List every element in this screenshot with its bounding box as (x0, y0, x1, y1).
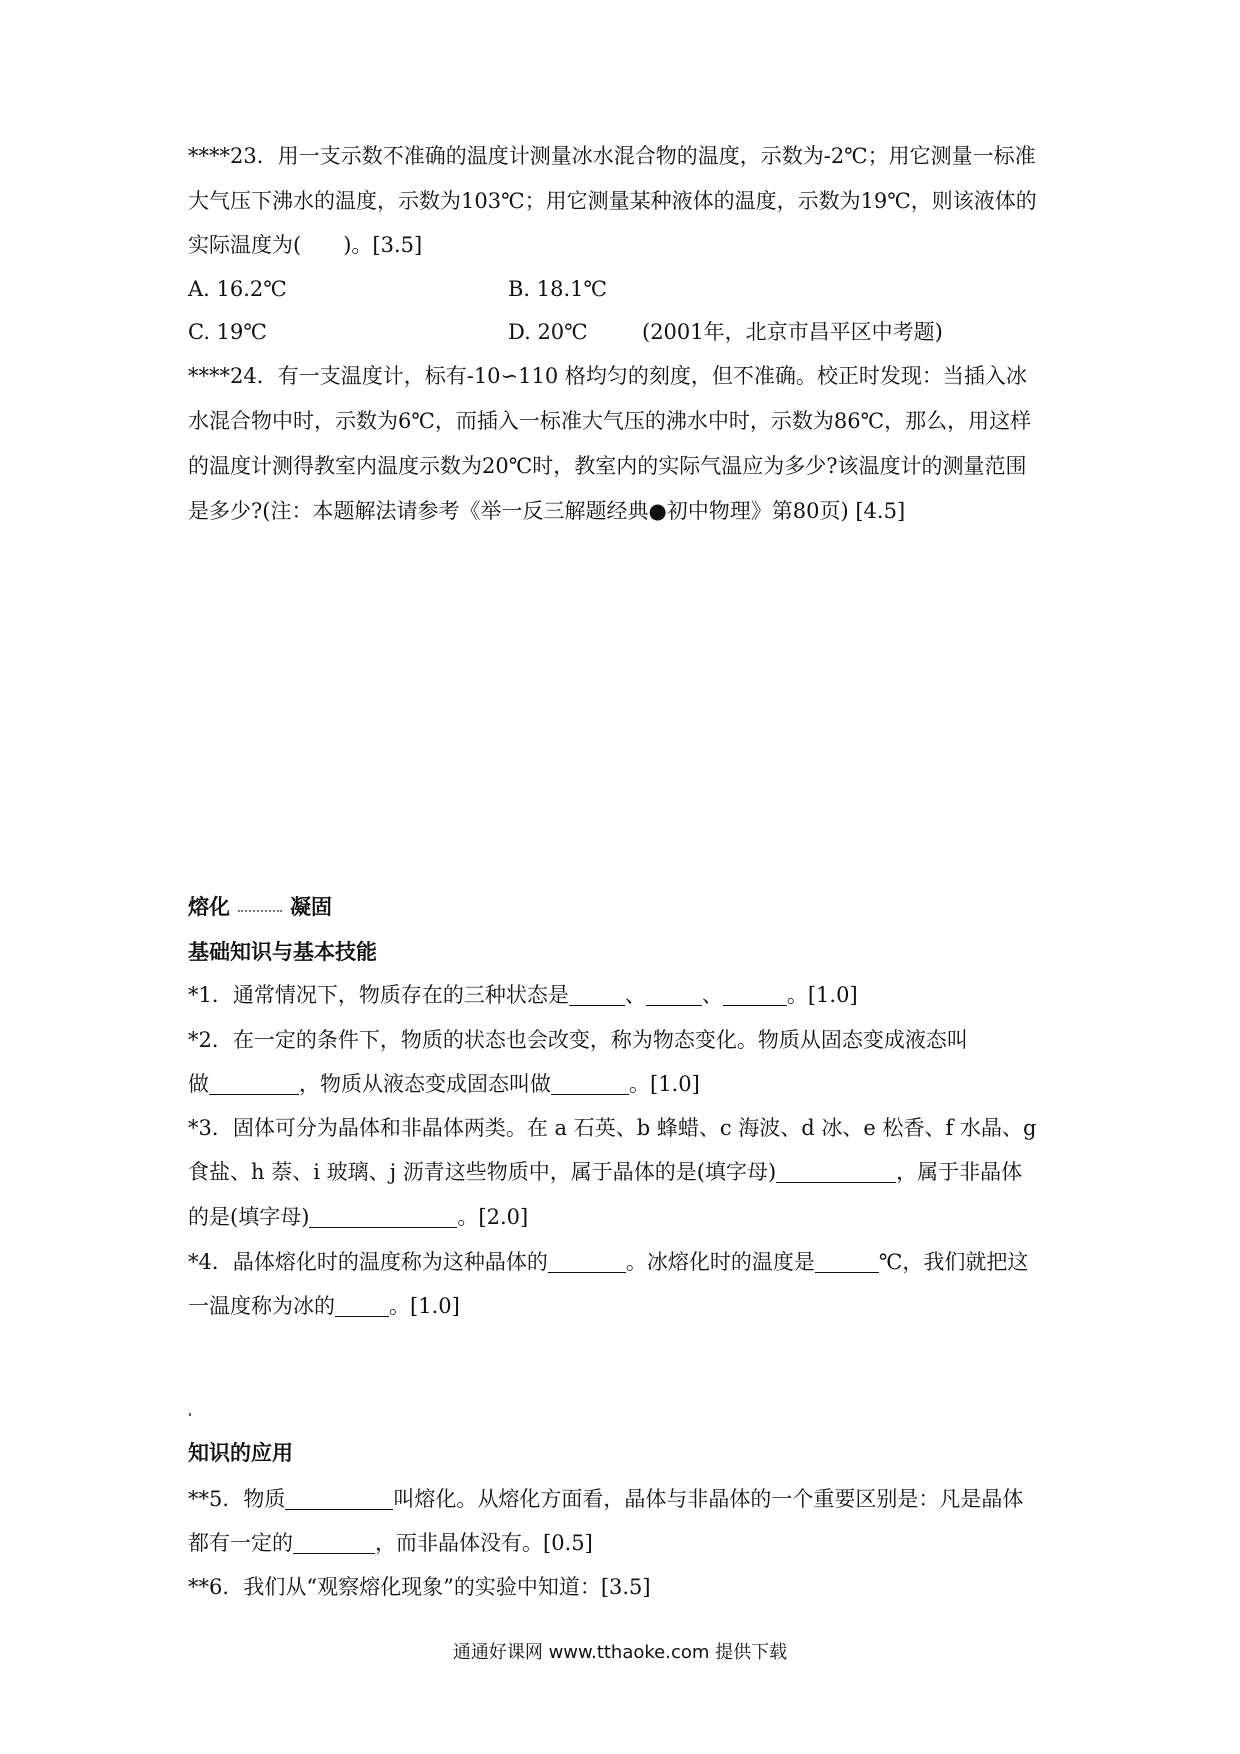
q23-line-3: 实际温度为( )。[3.5] (188, 233, 423, 257)
q3-line-1: *3．固体可分为晶体和非晶体两类。在 a 石英、b 蜂蜡、c 海波、d 冰、e 松香、f 水晶、g (188, 1116, 1037, 1140)
q5-line-1: **5．物质 叫熔化。从熔化方面看，晶体与非晶体的一个重要区别是：凡是晶体 (188, 1487, 1024, 1511)
q5-blank-1 (285, 1487, 393, 1510)
q23-source: (2001年，北京市昌平区中考题) (642, 320, 943, 344)
q2-line-1: *2．在一定的条件下，物质的状态也会改变，称为物态变化。物质从固态变成液态叫 (188, 1028, 968, 1052)
page-footer: 通通好课网 www.tthaoke.com 提供下载 (452, 1642, 788, 1663)
scan-dot (189, 1413, 191, 1416)
q23-option-a: A. 16.2℃ (188, 277, 287, 301)
q3-line-3: 的是(填字母) 。[2.0] (188, 1205, 529, 1229)
q1-line: *1．通常情况下，物质存在的三种状态是 、 、 。[1.0] (188, 983, 858, 1007)
q24-line-1: ****24．有一支温度计，标有-10∽110 格均匀的刻度，但不准确。校正时发现：当插入冰 (188, 364, 1027, 388)
q2-line-2: 做 ，物质从液态变成固态叫做 。[1.0] (188, 1072, 700, 1096)
q4-blank-1 (548, 1250, 626, 1273)
q4-line-1: *4．晶体熔化时的温度称为这种晶体的 。冰熔化时的温度是 ℃，我们就把这 (188, 1250, 1029, 1274)
q23-option-d: D. 20℃ (508, 320, 588, 344)
section-title (188, 892, 1068, 922)
q24-line-2: 水混合物中时，示数为6℃，而插入一标准大气压的沸水中时，示数为86℃，那么，用这样 (188, 409, 1032, 433)
q4-blank-2 (815, 1250, 879, 1273)
subsection-application: 知识的应用 (188, 1441, 293, 1465)
q24-line-3: 的温度计测得教室内温度示数为20℃时，教室内的实际气温应为多少?该温度计的测量范围 (188, 454, 1027, 478)
dotted-separator (238, 896, 282, 912)
q3-blank-2 (309, 1205, 457, 1228)
section-title-left: 熔化 (188, 895, 230, 919)
q5-blank-2 (293, 1531, 375, 1554)
q1-blank-2 (646, 983, 702, 1006)
q23-line-1: ****23．用一支示数不准确的温度计测量冰水混合物的温度，示数为-2℃；用它测量一标准 (188, 144, 1036, 168)
q1-blank-1 (569, 983, 625, 1006)
q5-line-2: 都有一定的 ，而非晶体没有。[0.5] (188, 1531, 593, 1555)
q3-line-2: 食盐、h 萘、i 玻璃、j 沥青这些物质中，属于晶体的是(填字母) ，属于非晶体 (188, 1160, 1023, 1184)
q3-blank-1 (776, 1160, 896, 1183)
q23-line-2: 大气压下沸水的温度，示数为103℃；用它测量某种液体的温度，示数为19℃，则该液体的 (188, 189, 1037, 213)
q23-option-c: C. 19℃ (188, 320, 267, 344)
q4-line-2: 一温度称为冰的 。[1.0] (188, 1294, 460, 1318)
subsection-basic-knowledge: 基础知识与基本技能 (188, 940, 377, 964)
q1-blank-3 (723, 983, 787, 1006)
q2-blank-1 (209, 1072, 299, 1095)
q2-blank-2 (551, 1072, 629, 1095)
section-title-right: 凝固 (290, 895, 332, 919)
q6-line-1: **6．我们从“观察熔化现象”的实验中知道：[3.5] (188, 1575, 651, 1599)
q4-blank-3 (335, 1294, 389, 1317)
q23-option-b: B. 18.1℃ (508, 277, 608, 301)
q24-line-4: 是多少?(注：本题解法请参考《举一反三解题经典●初中物理》第80页) [4.5] (188, 499, 906, 523)
